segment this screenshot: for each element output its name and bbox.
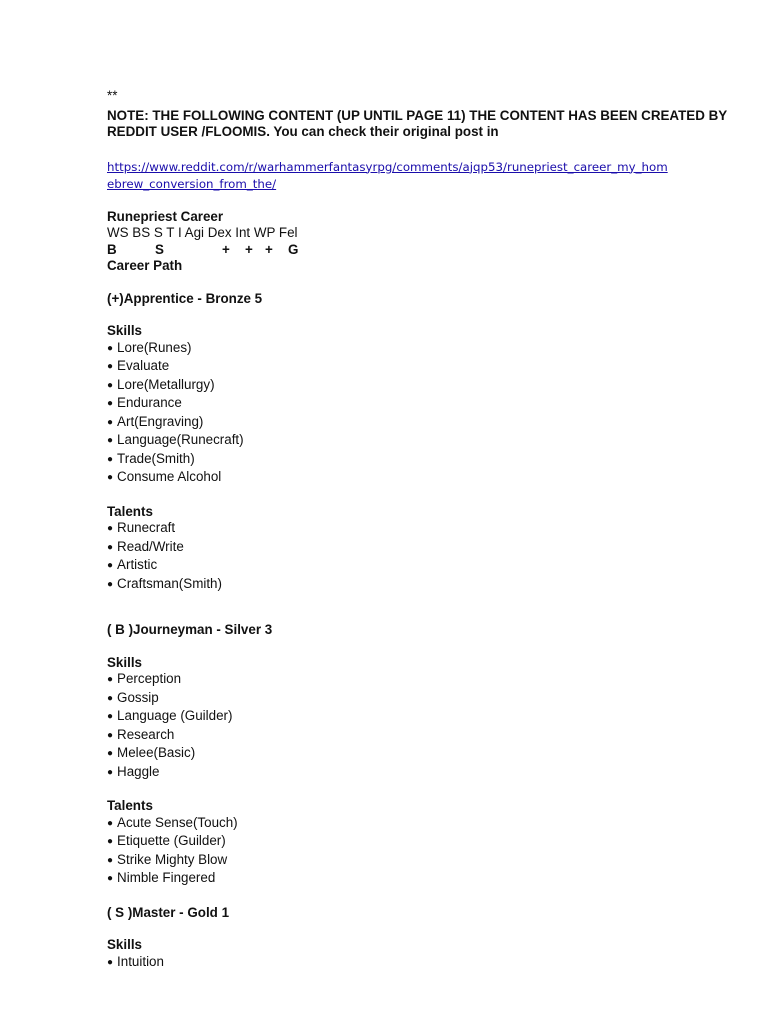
reddit-link[interactable] bbox=[107, 159, 727, 193]
master-heading: ( S )Master - Gold 1 bbox=[107, 904, 230, 920]
reddit-link-line-2[interactable]: ebrew_conversion_from_the/ bbox=[107, 176, 277, 191]
list-item: ● Language(Runecraft) bbox=[107, 432, 727, 451]
stats-header: WS BS S T I Agi Dex Int WP Fel bbox=[107, 225, 298, 240]
stat-mark-agi: + bbox=[245, 241, 253, 257]
apprentice-skills-label: Skills bbox=[107, 323, 142, 338]
journeyman-heading: ( B )Journeyman - Silver 3 bbox=[107, 622, 273, 637]
reddit-link-line-1[interactable]: https://www.reddit.com/r/warhammerfantasyrpg/comments/ajqp53/runepriest_career_my_hom bbox=[107, 159, 668, 174]
stat-mark-dex: + bbox=[265, 241, 273, 257]
list-item: ● Consume Alcohol bbox=[107, 469, 727, 488]
stats-marks-row bbox=[107, 242, 727, 259]
stat-mark-ws: B bbox=[107, 241, 117, 257]
stat-mark-i: + bbox=[222, 241, 230, 257]
apprentice-talents-label: Talents bbox=[107, 503, 153, 519]
list-item: ● Runecraft bbox=[107, 520, 727, 539]
journeyman-skills-list bbox=[107, 671, 727, 782]
list-item: ● Lore(Metallurgy) bbox=[107, 377, 727, 396]
list-item: ● Acute Sense(Touch) bbox=[107, 815, 727, 834]
list-item: ● Haggle bbox=[107, 764, 727, 783]
journeyman-talents-label: Talents bbox=[107, 798, 153, 813]
master-skills-label: Skills bbox=[107, 937, 142, 952]
stat-mark-int: G bbox=[288, 241, 299, 257]
list-item: ● Language (Guilder) bbox=[107, 708, 727, 727]
list-item: ● Etiquette (Guilder) bbox=[107, 833, 727, 852]
document-content bbox=[107, 88, 727, 972]
list-item: ● Art(Engraving) bbox=[107, 414, 727, 433]
list-item: ● Endurance bbox=[107, 395, 727, 414]
list-item: ● Melee(Basic) bbox=[107, 745, 727, 764]
attribution-note: NOTE: THE FOLLOWING CONTENT (UP UNTIL PAGE 11) THE CONTENT HAS BEEN CREATED BY REDDIT USER /FLOOMIS. You can check their original post in bbox=[107, 107, 727, 139]
apprentice-heading: (+)Apprentice - Bronze 5 bbox=[107, 290, 263, 306]
stat-mark-bs: S bbox=[155, 241, 164, 257]
list-item: ● Lore(Runes) bbox=[107, 340, 727, 359]
list-item: ● Evaluate bbox=[107, 358, 727, 377]
list-item: ● Gossip bbox=[107, 690, 727, 709]
journeyman-skills-label: Skills bbox=[107, 654, 142, 670]
list-item: ● Craftsman(Smith) bbox=[107, 576, 727, 595]
apprentice-talents-list bbox=[107, 520, 727, 594]
journeyman-talents-list bbox=[107, 815, 727, 889]
career-title: Runepriest Career bbox=[107, 208, 224, 224]
list-item: ● Nimble Fingered bbox=[107, 870, 727, 889]
asterisks: ** bbox=[107, 88, 118, 103]
list-item: ● Research bbox=[107, 727, 727, 746]
apprentice-skills-list bbox=[107, 340, 727, 488]
list-item: ● Trade(Smith) bbox=[107, 451, 727, 470]
master-skills-list bbox=[107, 954, 727, 973]
list-item: ● Perception bbox=[107, 671, 727, 690]
list-item: ● Strike Mighty Blow bbox=[107, 852, 727, 871]
list-item: ● Intuition bbox=[107, 954, 727, 973]
list-item: ● Read/Write bbox=[107, 539, 727, 558]
list-item: ● Artistic bbox=[107, 557, 727, 576]
career-path-label: Career Path bbox=[107, 258, 183, 273]
